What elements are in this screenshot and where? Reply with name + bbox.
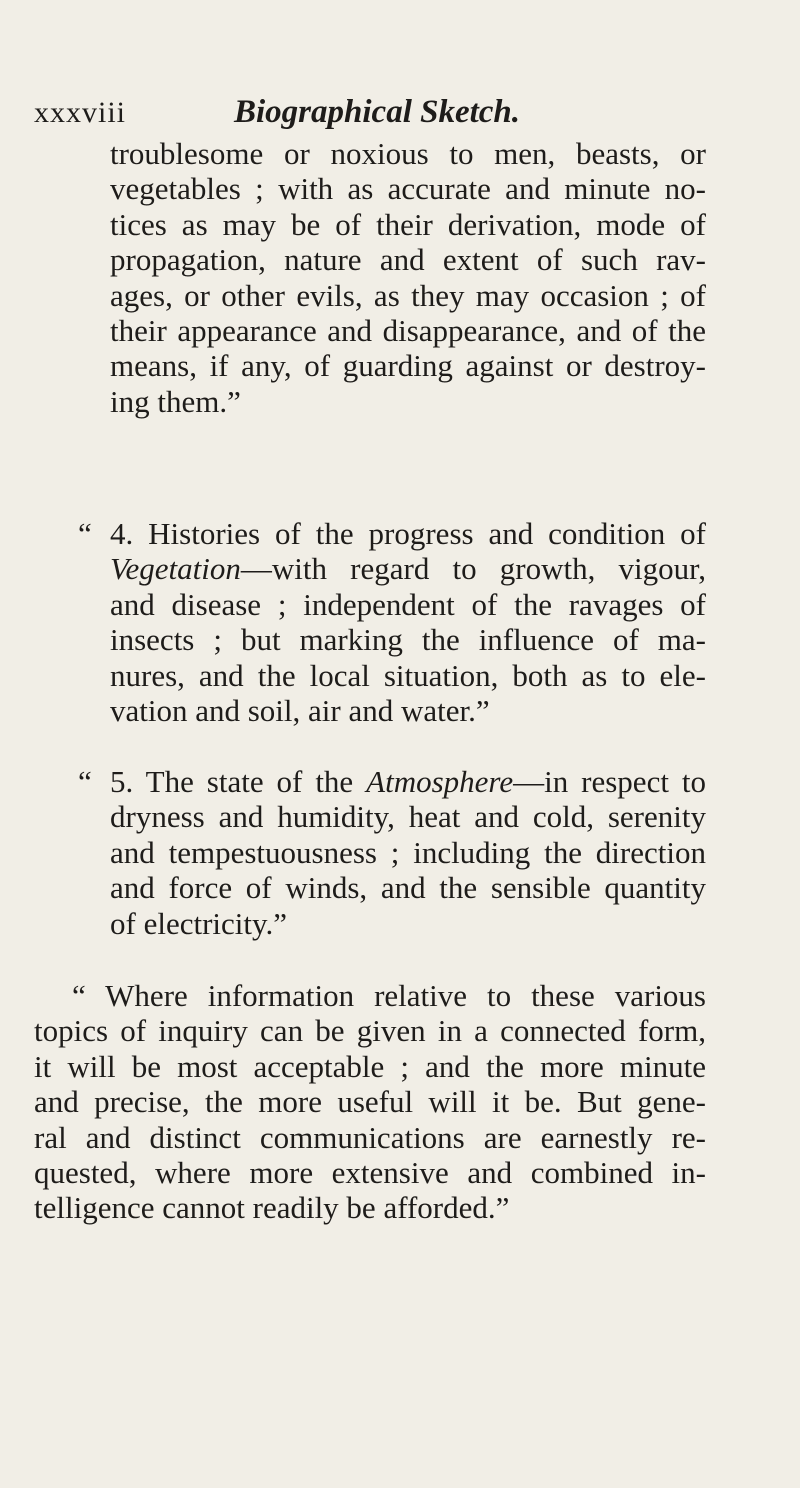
paragraph-atmosphere [110, 764, 706, 941]
text-line: of electricity.” [110, 905, 287, 941]
text-line: and precise, the more useful will it be. But gene- [34, 1084, 706, 1120]
text-line: insects ; but marking the influence of ma- [110, 622, 706, 658]
text-line: nures, and the local situation, both as to ele- [110, 657, 706, 693]
page-number: xxxviii [34, 96, 127, 129]
text-line: propagation, nature and extent of such rav- [110, 242, 706, 278]
text-line: troublesome or noxious to men, beasts, or [110, 136, 706, 171]
text-span: —in respect to [513, 764, 706, 799]
open-quote-mark: “ [78, 516, 92, 551]
text-line: ages, or other evils, as they may occasion ; of [110, 277, 706, 313]
text-line: quested, where more extensive and combined in- [34, 1155, 706, 1191]
text-line: dryness and humidity, heat and cold, serenity [110, 799, 706, 835]
text-line: ing them.” [110, 383, 241, 419]
text-line: and disease ; independent of the ravages of [110, 586, 706, 622]
running-title: Biographical Sketch. [234, 94, 521, 130]
text-line: telligence cannot readily be afforded.” [34, 1190, 510, 1226]
text-line: their appearance and disappearance, and of the [110, 313, 706, 349]
paragraph-continuation [110, 136, 706, 419]
text-line: topics of inquiry can be given in a connected form, [34, 1013, 706, 1049]
text-span: —with regard to growth, vigour, [240, 551, 706, 587]
text-line [110, 516, 706, 551]
text-line: vegetables ; with as accurate and minute no- [110, 171, 706, 207]
paragraph-information [34, 978, 706, 1226]
text-line: and tempestuousness ; including the direction [110, 834, 706, 870]
paragraph-vegetation [110, 516, 706, 728]
text-line [110, 764, 706, 799]
italic-term: Vegetation [110, 551, 241, 587]
italic-term: Atmosphere [366, 764, 514, 799]
open-quote-mark: “ [78, 764, 92, 799]
text-line: vation and soil, air and water.” [110, 693, 490, 729]
text-line: it will be most acceptable ; and the more minute [34, 1048, 706, 1084]
text-span: 5. The state of the [110, 764, 367, 799]
text-line: “ Where information relative to these various [72, 978, 706, 1013]
text-span: Histories of the progress and condition of [133, 516, 706, 551]
text-line [110, 551, 706, 586]
text-line: and force of winds, and the sensible quantity [110, 870, 706, 906]
item-number: 4. [110, 516, 134, 551]
text-line: tices as may be of their derivation, mode of [110, 206, 706, 242]
running-head [34, 90, 754, 134]
text-line: means, if any, of guarding against or destroy- [110, 348, 706, 384]
text-line: ral and distinct communications are earnestly re- [34, 1119, 706, 1155]
